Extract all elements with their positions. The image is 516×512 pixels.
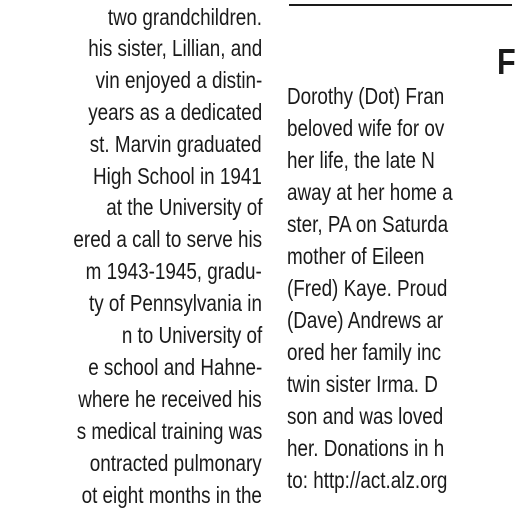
right-line: to: http://act.alz.org [287, 467, 448, 493]
right-line: (Fred) Kaye. Proud [287, 275, 448, 301]
right-line: away at her home a [287, 179, 453, 205]
left-line: n to University of [121, 322, 262, 348]
left-line: ered a call to serve his [73, 226, 262, 252]
left-line: s medical training was [76, 418, 262, 444]
right-line: ored her family inc [287, 339, 442, 365]
right-line: mother of Eileen [287, 243, 425, 269]
right-line: her. Donations in h [287, 435, 445, 461]
left-line: two grandchildren. [107, 4, 262, 30]
left-line: m 1943-1945, gradu- [85, 258, 262, 284]
right-line: Dorothy (Dot) Fran [287, 83, 445, 109]
obituary-heading: F [497, 41, 516, 82]
right-line: ster, PA on Saturda [287, 211, 449, 237]
right-column [287, 0, 512, 512]
right-line: her life, the late N [287, 147, 435, 173]
left-line: ot eight months in the [81, 482, 262, 508]
left-line: e school and Hahne- [87, 354, 262, 380]
left-line: st. Marvin graduated [90, 131, 262, 157]
right-line: beloved wife for ov [287, 115, 445, 141]
right-line: twin sister Irma. D [287, 371, 438, 397]
left-line: vin enjoyed a distin- [95, 67, 262, 93]
right-line: (Dave) Andrews ar [287, 307, 444, 333]
left-line: ontracted pulmonary [90, 450, 262, 476]
left-line: High School in 1941 [93, 163, 262, 189]
right-line: son and was loved [287, 403, 444, 429]
left-line: where he received his [78, 386, 262, 412]
left-line: ty of Pennsylvania in [89, 290, 262, 316]
left-line: his sister, Lillian, and [87, 35, 262, 61]
left-line: years as a dedicated [87, 99, 262, 125]
left-line: at the University of [105, 194, 262, 220]
